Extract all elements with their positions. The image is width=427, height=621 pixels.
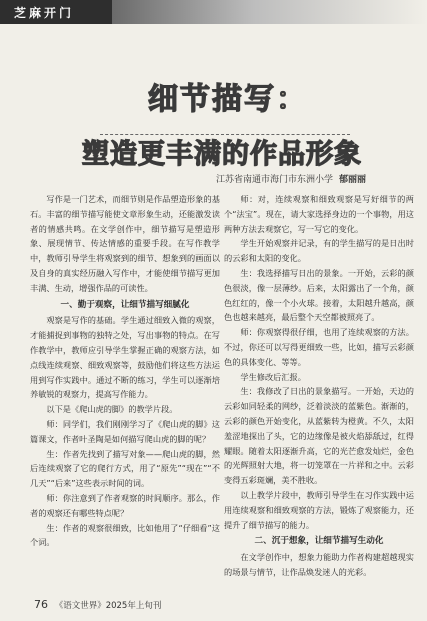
article-title-area [0,24,427,174]
paragraph: 学生修改后汇报。 [240,371,306,382]
journal-name: 《语文世界》2025年上旬刊 [54,601,162,611]
paragraph: 以上教学片段中，教师引导学生在习作实践中运用连续观察和细致观察的方法，锻炼了观察能力，还提升了细节描写的能力。 [224,489,414,530]
paragraph: 学生开始观察并记录，有的学生描写的是日出时的云彩和太阳的变化。 [224,238,414,264]
section-heading: 二、沉于想象，让细节描写生动化 [254,536,384,547]
paragraph: 师：你注意到了作者观察的时间顺序。那么，作者的观察还有哪些特点呢？ [30,492,220,518]
paragraph: 观察是写作的基础。学生通过细致入微的观察，才能捕捉到事物的独特之处，写出事物的特点。在写作教学中，教师应引导学生掌握正确的观察方法，如点线连续观察、细致观察等，鼓励他们将这些方法运用到写作实践中。通过不断的练习，学生可以逐渐培养敏锐的观察力，提高写作能力。 [30,315,220,400]
paragraph: 生：我修改了日出的景象描写。一开始，天边的云彩如同轻柔的网纱，泛着淡淡的蓝紫色。渐渐的，云彩的颜色开始变化，从蓝紫转为橙黄。不久，太阳羞涩地探出了头，它的边缘像是被火焰舔舐过，红得耀眼。随着太阳逐渐升高，它的光芒愈发灿烂，金色的光辉照射大地，将一切笼罩在一片祥和之中。云彩变得五彩斑斓，美不胜收。 [224,386,414,486]
author-name: 郁丽丽 [339,175,367,185]
page-footer [34,598,161,611]
paragraph: 生：作者先找到了描写对象——爬山虎的脚，然后连续观察了它的爬行方式，用了“原先”“现在”“不几天”“后来”这些表示时间的词。 [30,448,220,489]
paragraph: 师：同学们，我们刚刚学习了《爬山虎的脚》这篇课文，作者叶圣陶是如何描写爬山虎的脚的呢？ [30,418,220,444]
section-header-bar [0,0,427,24]
section-title: 芝麻开门 [14,6,75,20]
left-text-column [30,192,220,550]
page-number: 76 [34,598,48,611]
article-title-line1: 细节描写： [148,82,308,117]
paragraph: 师：你观察得很仔细，也用了连续观察的方法。不过，你还可以写得更细致一些，比如，描写云彩颜色的具体变化、等等。 [224,327,414,367]
paragraph: 在文学创作中，想象力能助力作者构建超越现实的场景与情节，让作品焕发迷人的光彩。 [224,552,414,577]
header-gradient-band [112,0,427,24]
paragraph: 师：对，连续观察和细致观察是写好细节的两个“法宝”。现在，请大家选择身边的一个事物，用这两种方法去观察它，写一写它的变化。 [224,194,414,234]
author-line [216,172,366,185]
paragraph: 生：作者的观察很细致，比如他用了“仔细看”这个词。 [30,522,220,548]
section-heading: 一、勤于观察，让细节描写细腻化 [60,299,190,310]
paragraph: 生：我选择描写日出的景象。一开始，云彩的颜色很淡，像一层薄纱。后来，太阳露出了一个角，颜色红红的，像一个小火球。接着，太阳越升越高，颜色也越来越亮，最后整个天空都被照亮了。 [224,267,414,323]
paragraph: 以下是《爬山虎的脚》的教学片段。 [46,404,178,415]
author-affiliation: 江苏省南通市海门市东洲小学 [216,175,334,185]
right-text-column [224,192,414,580]
paragraph: 写作是一门艺术，而细节则是作品塑造形象的基石。丰富的细节描写能使文章形象生动，还能激发读者的情感共鸣。在文学创作中，细节描写是塑造形象、展现情节、传达情感的重要手段。在写作教学中，教师引导学生将观察到的细节、想象到的画面以及自身的真实经历融入写作中，才能使细节描写更加丰满、生动，增强作品的可读性。 [30,194,220,293]
article-title-line2: 塑造更丰满的作品形象 [82,139,362,170]
